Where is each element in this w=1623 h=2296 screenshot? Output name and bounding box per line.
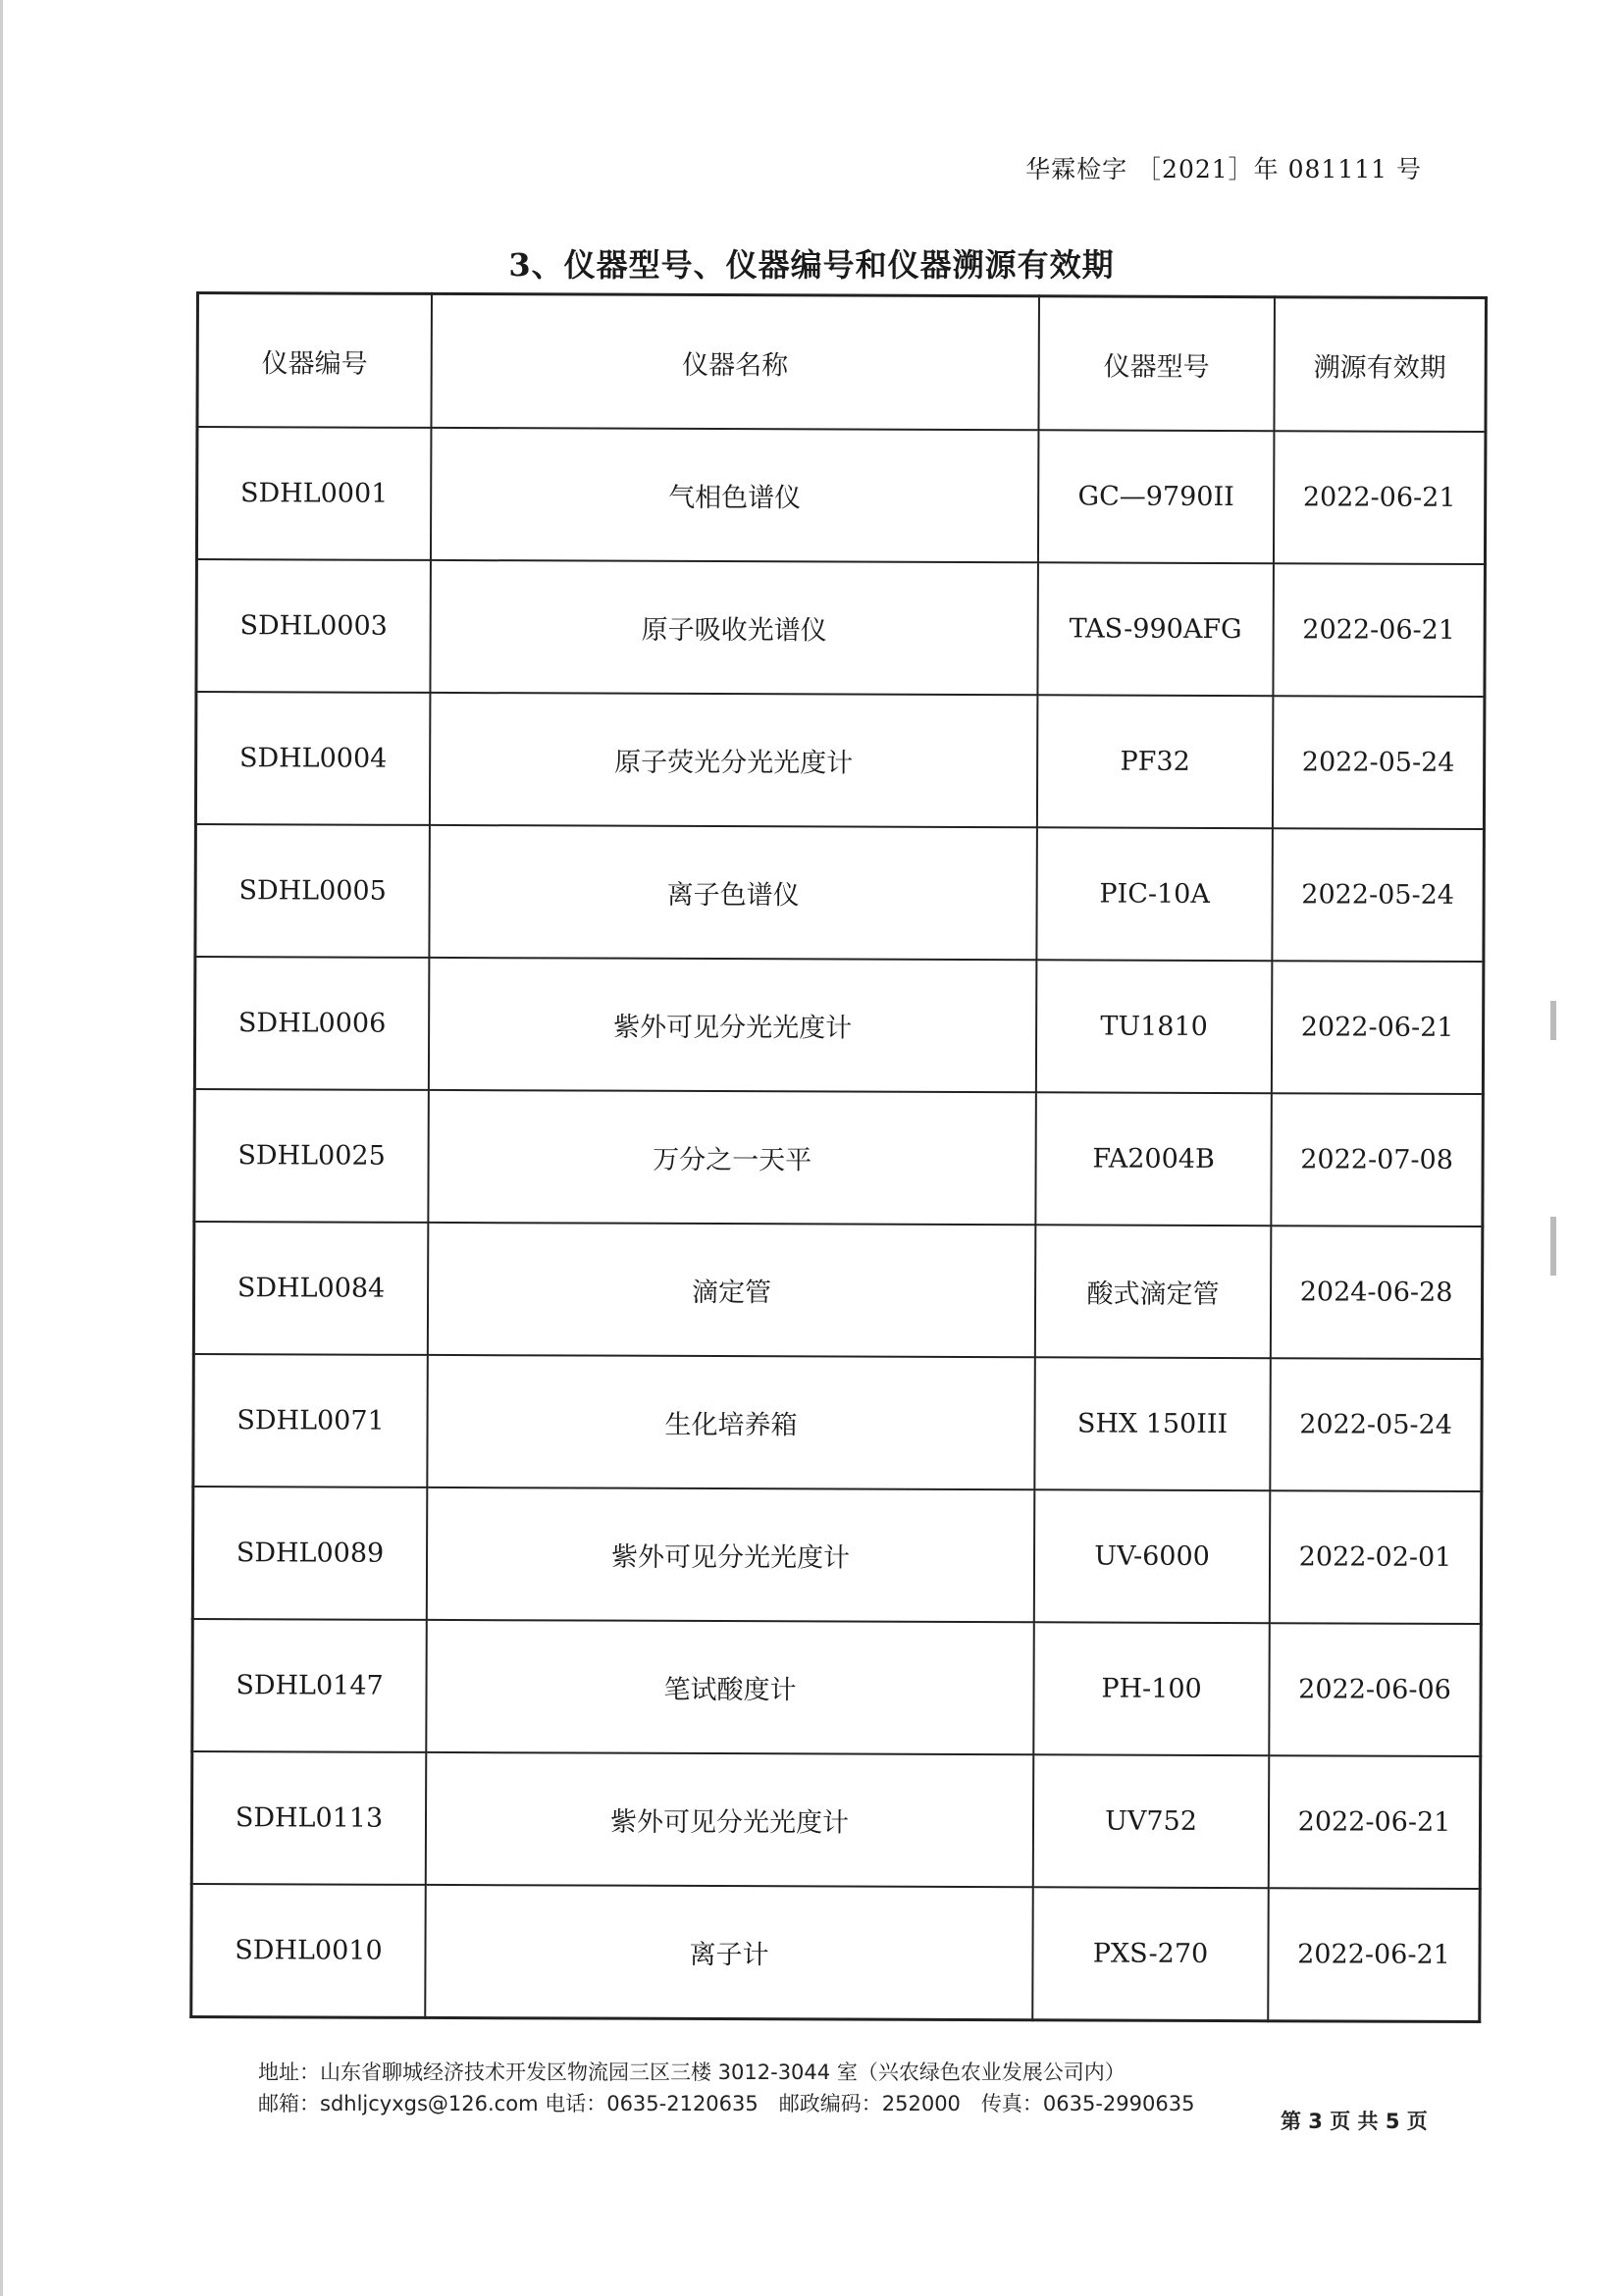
header-instrument-model: 仪器型号 (1038, 296, 1275, 431)
footer-address: 地址：山东省聊城经济技术开发区物流园三区三楼 3012-3044 室（兴农绿色农业发展公司内） (258, 2061, 1126, 2084)
cell-validity-date: 2024-06-28 (1271, 1226, 1483, 1359)
cell-validity-date: 2022-06-21 (1272, 961, 1484, 1094)
table-row (195, 824, 1485, 962)
cell-validity-date: 2022-07-08 (1271, 1093, 1483, 1226)
cell-instrument-model: GC—9790II (1038, 430, 1275, 563)
cell-instrument-model: PIC-10A (1036, 827, 1273, 961)
table-row (191, 1751, 1481, 1889)
cell-instrument-id: SDHL0071 (193, 1354, 428, 1487)
cell-instrument-name: 离子计 (425, 1885, 1033, 2020)
cell-instrument-model: SHX 150III (1034, 1357, 1271, 1490)
cell-instrument-id: SDHL0113 (191, 1751, 426, 1885)
instrument-table-container (196, 291, 1488, 2018)
header-instrument-name: 仪器名称 (431, 293, 1039, 430)
cell-instrument-name: 滴定管 (428, 1223, 1036, 1357)
table-header-row (197, 293, 1487, 433)
cell-instrument-id: SDHL0084 (193, 1222, 428, 1355)
cell-validity-date: 2022-06-21 (1269, 1755, 1481, 1889)
cell-validity-date: 2022-06-21 (1268, 1888, 1480, 2021)
scan-edge (0, 0, 3, 2296)
cell-instrument-model: PXS-270 (1032, 1887, 1269, 2020)
table-row (195, 692, 1485, 829)
cell-instrument-name: 气相色谱仪 (431, 428, 1039, 562)
cell-validity-date: 2022-02-01 (1270, 1490, 1482, 1624)
cell-validity-date: 2022-05-24 (1270, 1358, 1482, 1491)
cell-validity-date: 2022-06-21 (1274, 431, 1486, 564)
scan-mark (1550, 1001, 1556, 1040)
cell-instrument-name: 紫外可见分光光度计 (426, 1752, 1034, 1887)
cell-instrument-model: TU1810 (1036, 960, 1273, 1093)
header-instrument-id: 仪器编号 (197, 293, 432, 428)
table-row (193, 1354, 1483, 1491)
cell-instrument-id: SDHL0004 (195, 692, 430, 825)
cell-instrument-model: PH-100 (1033, 1622, 1270, 1755)
table-row (192, 1487, 1482, 1624)
cell-validity-date: 2022-06-06 (1269, 1623, 1481, 1756)
cell-instrument-model: PF32 (1037, 695, 1274, 828)
cell-instrument-name: 紫外可见分光光度计 (427, 1487, 1035, 1622)
footer-contact-block (258, 2057, 1194, 2119)
cell-instrument-id: SDHL0147 (192, 1619, 427, 1752)
cell-instrument-id: SDHL0006 (194, 957, 429, 1090)
document-reference-number: 华霖检字 ［2021］年 081111 号 (1025, 155, 1422, 183)
cell-instrument-name: 原子荧光分光光度计 (430, 693, 1038, 827)
table-row (191, 1884, 1481, 2022)
cell-instrument-id: SDHL0001 (196, 427, 431, 560)
scan-mark (1550, 1217, 1556, 1276)
section-title: 3、仪器型号、仪器编号和仪器溯源有效期 (508, 246, 1115, 284)
header-traceability-validity: 溯源有效期 (1274, 297, 1486, 432)
cell-validity-date: 2022-06-21 (1273, 563, 1485, 697)
table-row (196, 559, 1486, 697)
table-row (194, 1089, 1484, 1226)
cell-instrument-id: SDHL0005 (195, 824, 430, 958)
cell-instrument-name: 笔试酸度计 (426, 1620, 1034, 1754)
cell-instrument-name: 原子吸收光谱仪 (430, 560, 1038, 695)
cell-instrument-id: SDHL0025 (194, 1089, 429, 1223)
cell-instrument-model: UV752 (1033, 1754, 1270, 1888)
cell-instrument-model: FA2004B (1035, 1092, 1272, 1226)
cell-instrument-model: 酸式滴定管 (1035, 1225, 1272, 1358)
cell-validity-date: 2022-05-24 (1272, 828, 1484, 962)
table-row (193, 1222, 1483, 1359)
cell-instrument-id: SDHL0010 (191, 1884, 426, 2017)
cell-instrument-model: UV-6000 (1034, 1489, 1271, 1623)
cell-instrument-name: 万分之一天平 (428, 1090, 1036, 1225)
cell-validity-date: 2022-05-24 (1273, 696, 1485, 829)
cell-instrument-model: TAS-990AFG (1037, 562, 1274, 696)
table-row (192, 1619, 1482, 1756)
cell-instrument-name: 紫外可见分光光度计 (429, 958, 1037, 1092)
cell-instrument-name: 生化培养箱 (427, 1355, 1035, 1489)
table-row (196, 427, 1486, 564)
page-number: 第 3 页 共 5 页 (1281, 2110, 1428, 2133)
cell-instrument-name: 离子色谱仪 (429, 825, 1037, 960)
cell-instrument-id: SDHL0003 (196, 559, 431, 693)
cell-instrument-id: SDHL0089 (192, 1487, 427, 1620)
footer-contact: 邮箱：sdhljcyxgs@126.com 电话：0635-2120635 邮政编码：252000 传真：0635-2990635 (258, 2092, 1195, 2115)
instrument-table (189, 291, 1488, 2023)
table-row (194, 957, 1484, 1094)
